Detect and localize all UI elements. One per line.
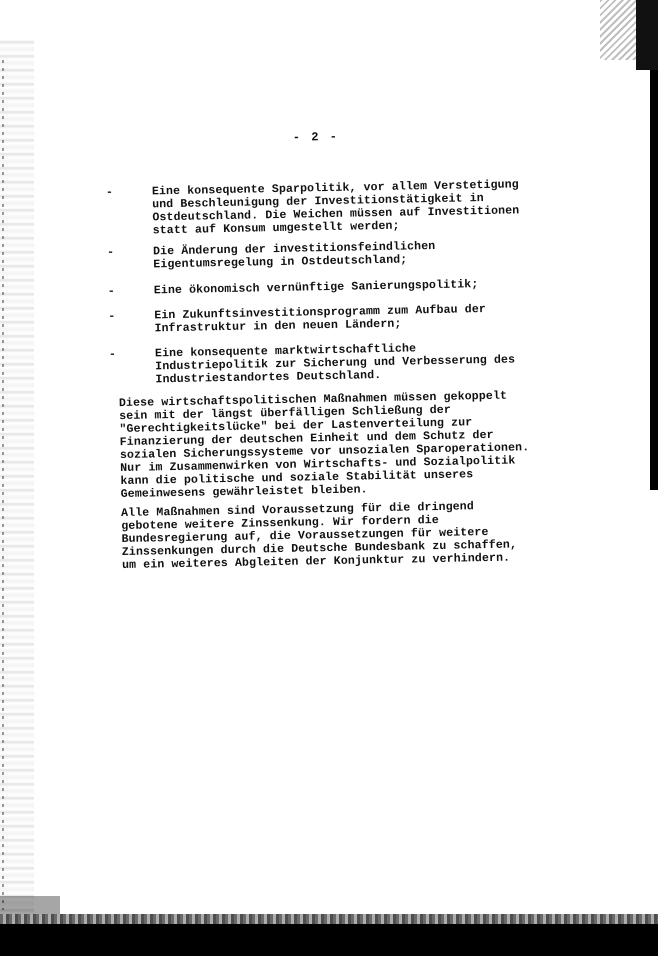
paragraph-2: Alle Maßnahmen sind Voraussetzung für die dringend gebotene weitere Zinssenkung. Wir fordern die Bundesregierung auf, die Voraussetzungen für weitere Zinssenkungen durch die Deutsche Bundesbank zu schaffen, um ein weiteres Abgleiten der Konjunktur zu verhindern. bbox=[120, 500, 518, 573]
scan-edge-bottom-noise bbox=[0, 914, 658, 924]
bullet-text: Die Änderung der investitionsfeindlichen Eigentumsregelung in Ostdeutschland; bbox=[152, 239, 436, 272]
paragraph-1: Diese wirtschaftspolitischen Maßnahmen müssen gekoppelt sein mit der längst überfälligen Schließung der "Gerechtigkeitslücke" bei der Lastenverteilung zur Finanzierung der deutschen Einheit und dem Schutz der sozialen Sicherungssysteme vor unsozialen Sparoperationen. Nur im Zusammenwirken von Wirtschafts- und Sozialpolitik kann die politische und soziale Stabilität unseres Gemeinwesens gewährleistet bleiben. bbox=[118, 389, 530, 502]
scan-shadow-left bbox=[0, 40, 34, 920]
page-number: - 2 - bbox=[292, 129, 340, 145]
bullet-dash: - bbox=[106, 246, 115, 260]
bullet-text: Ein Zukunftsinvestitionsprogramm zum Aufbau der Infrastruktur in den neuen Ländern; bbox=[154, 303, 487, 336]
scan-corner-top-right bbox=[636, 0, 658, 70]
bullet-dash: - bbox=[108, 310, 116, 324]
bullet-text: Eine konsequente marktwirtschaftliche Industriepolitik zur Sicherung und Verbesserung des Industriestandortes Deutschland. bbox=[154, 342, 516, 387]
scan-edge-right bbox=[650, 70, 658, 490]
bullet-item-5 bbox=[108, 340, 549, 387]
scan-noise-top-right bbox=[600, 0, 636, 60]
scan-noise-bottom-left bbox=[0, 896, 60, 914]
scan-hole-marks bbox=[2, 60, 4, 910]
bullet-dash: - bbox=[108, 348, 117, 362]
bullet-text: Eine konsequente Sparpolitik, vor allem Verstetigung und Beschleunigung der Investitionstätigkeit in Ostdeutschland. Die Weichen müssen auf Investitionen statt auf Konsum umgestellt werden; bbox=[151, 178, 520, 238]
bullet-dash: - bbox=[107, 285, 115, 299]
bullet-item-4 bbox=[108, 302, 548, 336]
scan-edge-bottom bbox=[0, 924, 658, 956]
bullet-item-2 bbox=[106, 238, 547, 272]
bullet-dash: - bbox=[105, 186, 114, 200]
bullet-item-3 bbox=[107, 277, 548, 299]
bullet-text: Eine ökonomisch vernünftige Sanierungspolitik; bbox=[153, 278, 479, 298]
bullet-item-1 bbox=[105, 178, 546, 238]
